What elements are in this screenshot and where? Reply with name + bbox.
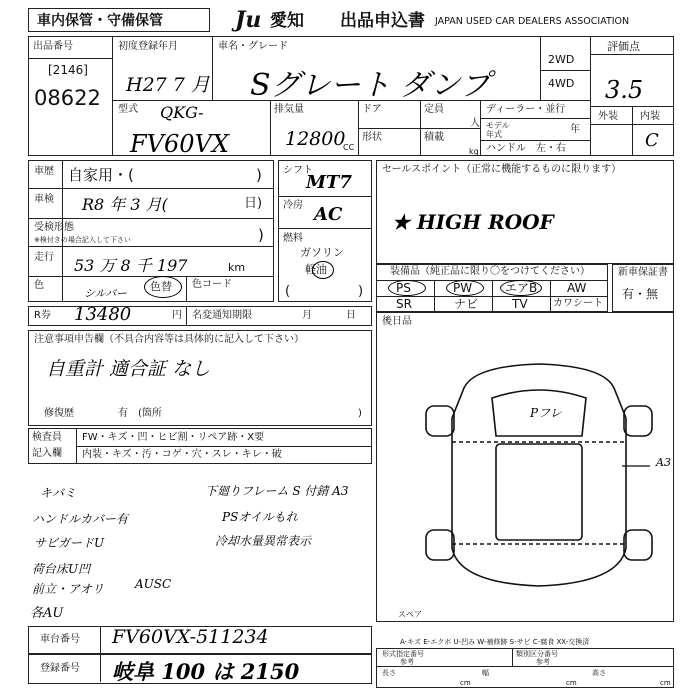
dims-unit-1: cm bbox=[460, 679, 471, 687]
repair-label: 修復歴 bbox=[44, 408, 74, 419]
fuel-label: 燃料 bbox=[283, 233, 303, 244]
displacement-unit: CC bbox=[343, 143, 355, 152]
type-line2: FV60VX bbox=[130, 130, 229, 158]
dims-width: 幅 bbox=[482, 669, 489, 677]
right-remark-0: 下廻りフレーム S 付錆 A3 bbox=[205, 484, 349, 498]
drive-4wd: 4WD bbox=[548, 77, 575, 90]
displacement-value: 12800 bbox=[285, 128, 346, 150]
interior-label: 内装 bbox=[640, 111, 660, 122]
equip-ps-circle bbox=[388, 280, 426, 296]
expire-month: 月 bbox=[302, 310, 312, 321]
remark-ausc: AUSC bbox=[135, 577, 172, 591]
door-label: ドア bbox=[362, 104, 382, 115]
equip-sr: SR bbox=[396, 297, 412, 311]
shift-label: シフト bbox=[283, 165, 313, 176]
inspector-label2: 記入欄 bbox=[32, 448, 62, 459]
dims-ref-2: 参考 bbox=[536, 658, 550, 666]
wheel-rl bbox=[426, 530, 454, 560]
org-name: 愛知 bbox=[270, 11, 304, 31]
load-unit: kg bbox=[469, 147, 479, 156]
lot-code: [2146] bbox=[48, 63, 88, 77]
fuel-diesel: 軽油 bbox=[305, 263, 327, 276]
equipment-label: 装備品（純正品に限り〇をつけてください） bbox=[390, 266, 590, 277]
dims-class-label: 類別区分番号 bbox=[516, 650, 558, 658]
right-remark-1: PSオイルもれ bbox=[222, 510, 298, 524]
plate-value: 岐阜 100 は 2150 bbox=[112, 659, 300, 684]
after-label: 後日品 bbox=[382, 316, 412, 327]
color-change: 色替 bbox=[150, 280, 172, 293]
body-outline bbox=[452, 364, 626, 586]
car-diagram bbox=[414, 358, 664, 598]
dims-unit-2: cm bbox=[566, 679, 577, 687]
wheel-fr bbox=[624, 406, 652, 436]
history-value: 自家用・( bbox=[68, 166, 134, 184]
dealer-year-unit: 年 bbox=[570, 124, 580, 135]
registration-value: H27 7 月 bbox=[126, 74, 210, 96]
inspector-row2: 内装・キズ・汚・コゲ・穴・スレ・キレ・破 bbox=[82, 449, 282, 460]
capacity-label: 定員 bbox=[424, 104, 444, 115]
remark-5: 各AU bbox=[30, 606, 64, 621]
logo-text: Ju bbox=[235, 7, 262, 33]
remark-2: サビガードU bbox=[34, 536, 105, 550]
sales-label: セールスポイント（正常に機能するものに限ります） bbox=[382, 164, 622, 175]
equip-seat: カワシート bbox=[553, 298, 603, 309]
price-label: R券 bbox=[34, 310, 51, 321]
fuel-close: ) bbox=[358, 284, 364, 299]
price-unit: 円 bbox=[172, 310, 182, 321]
inspector-row1: FW・キズ・凹・ヒビ割・リペア跡・X要 bbox=[82, 432, 265, 443]
expire-day: 日 bbox=[346, 310, 356, 321]
type-label: 型式 bbox=[118, 104, 138, 115]
fuel-diesel-circle bbox=[312, 261, 334, 279]
association-name: JAPAN USED CAR DEALERS ASSOCIATION bbox=[435, 16, 630, 27]
lot-label: 出品番号 bbox=[33, 41, 73, 52]
inspection-value: R8 年 3 月( bbox=[82, 195, 168, 214]
exterior-label: 外装 bbox=[598, 111, 618, 122]
chassis-label: 車台番号 bbox=[40, 634, 80, 645]
diagram-spare: スペア bbox=[398, 610, 422, 619]
recycle-close: ) bbox=[258, 226, 264, 244]
equip-aw: AW bbox=[567, 281, 587, 295]
mileage-label: 走行 bbox=[34, 252, 54, 263]
ac-value: AC bbox=[314, 204, 343, 225]
repair-close: ) bbox=[358, 408, 362, 419]
price-value: 13480 bbox=[74, 304, 132, 325]
color-code-label: 色コード bbox=[192, 279, 232, 290]
color-label: 色 bbox=[34, 280, 44, 291]
dealer-handle: ハンドル 左・右 bbox=[486, 143, 566, 154]
plate-label: 登録番号 bbox=[40, 663, 80, 674]
storage-text: 車内保管・守備保管 bbox=[37, 13, 163, 29]
history-close: ) bbox=[256, 166, 262, 184]
history-label: 車歴 bbox=[34, 166, 54, 177]
equip-ps: PS bbox=[396, 281, 411, 295]
color-value: シルバー bbox=[84, 287, 127, 300]
equip-airbag: エアB bbox=[505, 281, 538, 295]
interior-value: C bbox=[645, 130, 659, 151]
dealer-line1: ディーラー・並行 bbox=[486, 104, 566, 115]
displacement-label: 排気量 bbox=[274, 104, 304, 115]
lot-number: 08622 bbox=[34, 86, 101, 110]
shift-value: MT7 bbox=[306, 172, 352, 193]
mileage-unit: km bbox=[228, 261, 246, 274]
right-remark-2: 冷却水量異常表示 bbox=[215, 534, 312, 548]
model-label: 車名・グレード bbox=[218, 41, 288, 52]
score-label: 評価点 bbox=[607, 40, 640, 53]
wheel-rr bbox=[624, 530, 652, 560]
score-value: 3.5 bbox=[605, 76, 644, 104]
remark-3: 荷台床U凹 bbox=[32, 562, 91, 576]
dims-type-label: 形式指定番号 bbox=[382, 650, 424, 658]
dims-height: 高さ bbox=[592, 669, 606, 677]
dims-unit-3: cm bbox=[660, 679, 671, 687]
dealer-model: モデル bbox=[486, 121, 510, 130]
diagram-pofl: Pフレ bbox=[530, 406, 562, 420]
dims-ref-1: 参考 bbox=[400, 658, 414, 666]
registration-label: 初度登録年月 bbox=[118, 41, 178, 52]
remark-1: ハンドルカバー有 bbox=[32, 512, 129, 526]
model-value: Sグレート ダンプ bbox=[250, 68, 491, 103]
notes-label: 注意事項申告欄（不具合内容等は具体的に記入して下さい） bbox=[34, 334, 304, 345]
sales-value: ★ HIGH ROOF bbox=[392, 210, 554, 234]
equip-tv: TV bbox=[512, 297, 528, 311]
remark-4: 前立・アオリ bbox=[32, 582, 104, 596]
storage-label bbox=[28, 8, 210, 32]
wheel-fl bbox=[426, 406, 454, 436]
equip-navi: ナビ bbox=[454, 297, 479, 311]
recycle-note: ※検付きの場合記入して下さい bbox=[34, 236, 131, 244]
dealer-year: 年式 bbox=[486, 130, 502, 139]
mileage-value: 53 万 8 千 197 bbox=[74, 256, 188, 275]
warranty-value: 有・無 bbox=[622, 287, 659, 301]
recycle-label: 受検形態 bbox=[34, 222, 74, 233]
inspector-label1: 検査員 bbox=[32, 432, 62, 443]
capacity-unit: 人 bbox=[470, 118, 480, 129]
form-title: 出品申込書 bbox=[340, 11, 425, 31]
color-change-circle bbox=[144, 276, 182, 298]
inspection-label: 車検 bbox=[34, 194, 54, 205]
load-label: 積載 bbox=[424, 132, 444, 143]
chassis-value: FV60VX-511234 bbox=[112, 626, 269, 648]
ac-label: 冷房 bbox=[283, 200, 303, 211]
notes-value: 自重計 適合証 なし bbox=[46, 358, 211, 380]
fuel-open: ( bbox=[285, 284, 291, 299]
diagram-a3: A3 bbox=[656, 456, 671, 469]
repair-value: 有 (箇所 bbox=[118, 408, 162, 419]
drive-2wd: 2WD bbox=[548, 53, 575, 66]
diagram-legend: A-キズ E-エクボ U-凹み W-補修跡 S-サビ C-腐食 XX-交換済 bbox=[400, 638, 590, 646]
inspection-day: 日) bbox=[244, 196, 263, 211]
equip-airbag-circle bbox=[500, 280, 542, 296]
ju-logo bbox=[235, 8, 261, 32]
expire-label: 名変通知期限 bbox=[192, 310, 252, 321]
equip-pw-circle bbox=[446, 280, 484, 296]
type-line1: QKG- bbox=[160, 103, 204, 122]
shape-label: 形状 bbox=[362, 132, 382, 143]
dims-length: 長さ bbox=[382, 669, 396, 677]
fuel-gasoline: ガソリン bbox=[300, 246, 344, 259]
cargo-bed bbox=[496, 444, 582, 540]
equip-pw: PW bbox=[453, 281, 473, 295]
warranty-label: 新車保証書 bbox=[618, 267, 668, 278]
remark-0: キバミ bbox=[40, 486, 77, 500]
